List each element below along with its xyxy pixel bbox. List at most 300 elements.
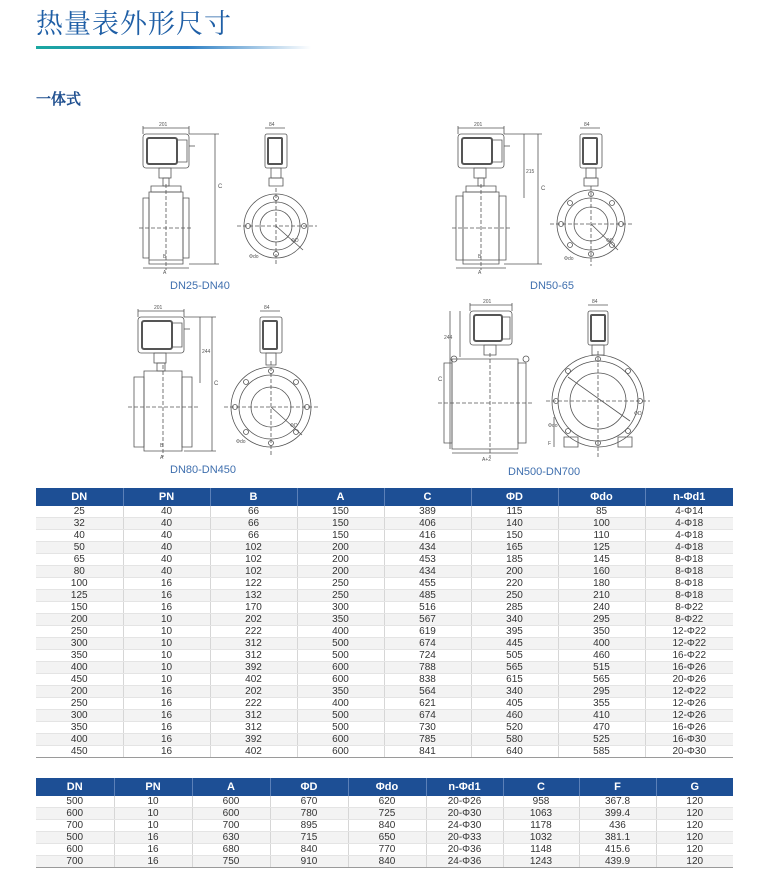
- table-cell: 222: [210, 698, 297, 710]
- column-header: G: [656, 778, 733, 796]
- column-header: DN: [36, 778, 114, 796]
- table-row: [36, 554, 733, 566]
- table-cell: 525: [558, 734, 645, 746]
- drawing-dn80-dn450: [120, 303, 330, 463]
- table-cell: 65: [36, 554, 123, 566]
- table-cell: 680: [192, 844, 270, 856]
- table-cell: 400: [297, 626, 384, 638]
- table-cell: 10: [123, 674, 210, 686]
- table-cell: 150: [36, 602, 123, 614]
- table-cell: 20-Φ26: [645, 674, 733, 686]
- table-cell: 10: [114, 796, 192, 808]
- spec-table-dn25-dn450: [36, 488, 733, 758]
- table-header-row: [36, 488, 733, 506]
- table-cell: 620: [348, 796, 426, 808]
- table-cell: 455: [384, 578, 471, 590]
- spec-table-dn500-dn700: [36, 778, 733, 868]
- table-cell: 910: [270, 856, 348, 868]
- table-cell: 670: [270, 796, 348, 808]
- end-view: [224, 311, 320, 457]
- column-header: C: [503, 778, 579, 796]
- column-header: n-Φd1: [426, 778, 503, 796]
- dim-phi-do: Φdo: [564, 256, 574, 262]
- table-row: [36, 602, 733, 614]
- table-cell: 200: [297, 542, 384, 554]
- dim-height: 244: [202, 349, 211, 355]
- table-cell: 445: [471, 638, 558, 650]
- table-cell: 399.4: [579, 808, 656, 820]
- table-cell: 12-Φ26: [645, 710, 733, 722]
- table-cell: 40: [123, 542, 210, 554]
- table-cell: 4-Φ14: [645, 506, 733, 518]
- table-cell: 640: [471, 746, 558, 758]
- table-cell: 621: [384, 698, 471, 710]
- table-cell: 16: [114, 844, 192, 856]
- table-row: [36, 590, 733, 602]
- dim-a: A+2: [482, 457, 492, 463]
- table-cell: 202: [210, 686, 297, 698]
- table-cell: 770: [348, 844, 426, 856]
- table-cell: 841: [384, 746, 471, 758]
- dim-width: 201: [159, 122, 168, 128]
- dim-phi-do: Φdo: [249, 254, 259, 260]
- dim-c: C: [438, 377, 443, 383]
- table-cell: 500: [297, 710, 384, 722]
- dim-width: 201: [154, 305, 163, 311]
- table-cell: 12-Φ22: [645, 626, 733, 638]
- dim-b: B: [160, 443, 164, 449]
- dim-phi-d: ΦD: [634, 411, 642, 417]
- table-cell: 585: [558, 746, 645, 758]
- table-row: [36, 686, 733, 698]
- table-cell: 16: [114, 832, 192, 844]
- table-cell: 389: [384, 506, 471, 518]
- table-cell: 16: [123, 722, 210, 734]
- table-cell: 340: [471, 614, 558, 626]
- table-cell: 8-Φ18: [645, 554, 733, 566]
- table-cell: 439.9: [579, 856, 656, 868]
- table-cell: 200: [297, 554, 384, 566]
- table-cell: 16: [123, 710, 210, 722]
- table-cell: 125: [558, 542, 645, 554]
- table-row: [36, 832, 733, 844]
- table-cell: 220: [471, 578, 558, 590]
- column-header: n-Φd1: [645, 488, 733, 506]
- table-cell: 40: [123, 506, 210, 518]
- table-cell: 50: [36, 542, 123, 554]
- dim-phi-d: ΦD: [291, 238, 299, 244]
- table-row: [36, 722, 733, 734]
- table-cell: 674: [384, 638, 471, 650]
- column-header: F: [579, 778, 656, 796]
- table-cell: 406: [384, 518, 471, 530]
- table-cell: 16-Φ26: [645, 662, 733, 674]
- dim-c: C: [218, 184, 223, 190]
- drawing-dn25-dn40: [125, 118, 325, 278]
- table-cell: 367.8: [579, 796, 656, 808]
- caption-dn25-dn40: DN25-DN40: [170, 280, 230, 292]
- table-cell: 120: [656, 808, 733, 820]
- table-cell: 630: [192, 832, 270, 844]
- table-cell: 350: [36, 650, 123, 662]
- dim-a: A: [163, 270, 167, 276]
- table-cell: 840: [348, 856, 426, 868]
- table-row: [36, 614, 733, 626]
- table-cell: 1032: [503, 832, 579, 844]
- table-cell: 312: [210, 710, 297, 722]
- table-cell: 381.1: [579, 832, 656, 844]
- table-row: [36, 578, 733, 590]
- table-cell: 410: [558, 710, 645, 722]
- table-row: [36, 856, 733, 868]
- side-view: [128, 309, 216, 457]
- dim-phi-d: ΦD: [606, 238, 614, 244]
- table-cell: 600: [36, 844, 114, 856]
- dim-width: 201: [483, 299, 492, 305]
- table-cell: 16: [123, 602, 210, 614]
- section-title: 一体式: [36, 90, 82, 108]
- table-cell: 788: [384, 662, 471, 674]
- table-cell: 40: [123, 554, 210, 566]
- table-cell: 210: [558, 590, 645, 602]
- table-cell: 200: [36, 614, 123, 626]
- table-cell: 4-Φ18: [645, 518, 733, 530]
- table-cell: 102: [210, 566, 297, 578]
- table-cell: 725: [348, 808, 426, 820]
- table-cell: 724: [384, 650, 471, 662]
- table-cell: 16: [123, 746, 210, 758]
- dim-depth: 84: [269, 122, 275, 128]
- dim-f: F: [548, 441, 552, 447]
- table-cell: 392: [210, 734, 297, 746]
- dim-c: C: [214, 381, 219, 387]
- table-cell: 165: [471, 542, 558, 554]
- dim-phi-d: ΦD: [290, 423, 298, 429]
- column-header: ΦD: [270, 778, 348, 796]
- table-cell: 102: [210, 554, 297, 566]
- table-cell: 516: [384, 602, 471, 614]
- table-cell: 500: [297, 650, 384, 662]
- table-cell: 400: [558, 638, 645, 650]
- table-cell: 8-Φ18: [645, 590, 733, 602]
- table-cell: 24-Φ36: [426, 856, 503, 868]
- table-cell: 505: [471, 650, 558, 662]
- table-cell: 460: [558, 650, 645, 662]
- table-cell: 1243: [503, 856, 579, 868]
- table-cell: 20-Φ30: [426, 808, 503, 820]
- table-cell: 600: [297, 674, 384, 686]
- dim-b: B: [478, 254, 482, 260]
- table-cell: 25: [36, 506, 123, 518]
- table-cell: 780: [270, 808, 348, 820]
- table-cell: 20-Φ26: [426, 796, 503, 808]
- table-cell: 120: [656, 796, 733, 808]
- table-cell: 395: [471, 626, 558, 638]
- table-cell: 416: [384, 530, 471, 542]
- table-cell: 600: [192, 808, 270, 820]
- table-cell: 436: [579, 820, 656, 832]
- column-header: DN: [36, 488, 123, 506]
- table-cell: 520: [471, 722, 558, 734]
- table-cell: 485: [384, 590, 471, 602]
- table-cell: 674: [384, 710, 471, 722]
- table-cell: 16-Φ26: [645, 722, 733, 734]
- table-cell: 300: [297, 602, 384, 614]
- table-cell: 110: [558, 530, 645, 542]
- table-cell: 16: [123, 734, 210, 746]
- table-cell: 122: [210, 578, 297, 590]
- table-cell: 450: [36, 746, 123, 758]
- table-cell: 150: [471, 530, 558, 542]
- table-cell: 12-Φ26: [645, 698, 733, 710]
- table-cell: 20-Φ33: [426, 832, 503, 844]
- table-cell: 10: [123, 662, 210, 674]
- table-cell: 1148: [503, 844, 579, 856]
- table-cell: 650: [348, 832, 426, 844]
- column-header: A: [297, 488, 384, 506]
- table-row: [36, 808, 733, 820]
- table-cell: 150: [297, 506, 384, 518]
- table-cell: 16: [114, 856, 192, 868]
- table-cell: 250: [297, 578, 384, 590]
- table-row: [36, 674, 733, 686]
- table-cell: 580: [471, 734, 558, 746]
- table-row: [36, 566, 733, 578]
- column-header: B: [210, 488, 297, 506]
- table-cell: 16: [123, 578, 210, 590]
- table-cell: 295: [558, 614, 645, 626]
- table-cell: 600: [297, 734, 384, 746]
- table-cell: 120: [656, 832, 733, 844]
- side-view: [438, 303, 534, 457]
- dim-width: 201: [474, 122, 483, 128]
- table-cell: 4-Φ18: [645, 530, 733, 542]
- table-row: [36, 506, 733, 518]
- caption-dn50-65: DN50-65: [530, 280, 575, 292]
- table-cell: 515: [558, 662, 645, 674]
- table-cell: 350: [558, 626, 645, 638]
- table-cell: 300: [36, 710, 123, 722]
- table-cell: 250: [297, 590, 384, 602]
- table-cell: 202: [210, 614, 297, 626]
- table-cell: 312: [210, 722, 297, 734]
- table-cell: 700: [36, 820, 114, 832]
- table-cell: 715: [270, 832, 348, 844]
- table-cell: 66: [210, 506, 297, 518]
- side-view: [139, 126, 219, 270]
- dim-depth: 84: [592, 299, 598, 305]
- table-cell: 600: [297, 662, 384, 674]
- table-row: [36, 796, 733, 808]
- table-cell: 8-Φ18: [645, 578, 733, 590]
- table-row: [36, 662, 733, 674]
- table-cell: 120: [656, 856, 733, 868]
- table-cell: 453: [384, 554, 471, 566]
- end-view: [237, 128, 317, 266]
- table-row: [36, 844, 733, 856]
- table-cell: 340: [471, 686, 558, 698]
- table-cell: 840: [270, 844, 348, 856]
- dim-phi-do: Φdo: [236, 439, 246, 445]
- table-cell: 10: [114, 820, 192, 832]
- table-cell: 12-Φ22: [645, 638, 733, 650]
- table-cell: 120: [656, 844, 733, 856]
- table-cell: 222: [210, 626, 297, 638]
- table-cell: 400: [36, 662, 123, 674]
- table-cell: 10: [123, 650, 210, 662]
- table-cell: 8-Φ22: [645, 602, 733, 614]
- column-header: Φdo: [558, 488, 645, 506]
- table-cell: 615: [471, 674, 558, 686]
- table-header-row: [36, 778, 733, 796]
- table-cell: 160: [558, 566, 645, 578]
- dim-a: A: [160, 455, 164, 461]
- table-cell: 40: [123, 518, 210, 530]
- table-cell: 350: [36, 722, 123, 734]
- table-cell: 66: [210, 518, 297, 530]
- table-cell: 470: [558, 722, 645, 734]
- table-cell: 402: [210, 746, 297, 758]
- table-cell: 285: [471, 602, 558, 614]
- table-cell: 24-Φ30: [426, 820, 503, 832]
- table-row: [36, 698, 733, 710]
- table-cell: 20-Φ36: [426, 844, 503, 856]
- table-cell: 16: [123, 698, 210, 710]
- table-cell: 500: [36, 796, 114, 808]
- table-cell: 405: [471, 698, 558, 710]
- title-underline: [36, 46, 311, 49]
- dim-a: A: [478, 270, 482, 276]
- table-cell: 40: [36, 530, 123, 542]
- table-cell: 132: [210, 590, 297, 602]
- table-cell: 170: [210, 602, 297, 614]
- table-cell: 895: [270, 820, 348, 832]
- table-cell: 66: [210, 530, 297, 542]
- table-cell: 400: [297, 698, 384, 710]
- table-cell: 564: [384, 686, 471, 698]
- table-cell: 10: [123, 638, 210, 650]
- table-cell: 102: [210, 542, 297, 554]
- table-row: [36, 638, 733, 650]
- table-cell: 16-Φ30: [645, 734, 733, 746]
- table-cell: 140: [471, 518, 558, 530]
- table-cell: 312: [210, 650, 297, 662]
- table-cell: 120: [656, 820, 733, 832]
- table-cell: 840: [348, 820, 426, 832]
- caption-dn500-dn700: DN500-DN700: [508, 466, 581, 478]
- table-cell: 838: [384, 674, 471, 686]
- column-header: A: [192, 778, 270, 796]
- dim-b: B: [163, 254, 167, 260]
- table-row: [36, 626, 733, 638]
- table-cell: 20-Φ30: [645, 746, 733, 758]
- dim-height: 215: [526, 169, 535, 175]
- table-row: [36, 746, 733, 758]
- table-cell: 785: [384, 734, 471, 746]
- table-cell: 350: [297, 686, 384, 698]
- table-cell: 250: [471, 590, 558, 602]
- table-cell: 700: [192, 820, 270, 832]
- table-cell: 185: [471, 554, 558, 566]
- table-cell: 40: [123, 566, 210, 578]
- table-cell: 16-Φ22: [645, 650, 733, 662]
- table-cell: 295: [558, 686, 645, 698]
- column-header: ΦD: [471, 488, 558, 506]
- table-cell: 200: [297, 566, 384, 578]
- table-cell: 16: [123, 686, 210, 698]
- dim-depth: 84: [584, 122, 590, 128]
- drawing-dn500-dn700: [430, 297, 660, 465]
- dim-depth: 84: [264, 305, 270, 311]
- table-row: [36, 650, 733, 662]
- table-cell: 567: [384, 614, 471, 626]
- table-cell: 8-Φ22: [645, 614, 733, 626]
- table-cell: 40: [123, 530, 210, 542]
- table-cell: 16: [123, 590, 210, 602]
- table-cell: 434: [384, 566, 471, 578]
- dim-height: 244: [444, 335, 453, 341]
- table-cell: 250: [36, 626, 123, 638]
- table-cell: 958: [503, 796, 579, 808]
- table-cell: 125: [36, 590, 123, 602]
- table-cell: 600: [192, 796, 270, 808]
- table-cell: 200: [471, 566, 558, 578]
- table-row: [36, 530, 733, 542]
- drawing-dn50-65: [440, 118, 640, 278]
- table-row: [36, 710, 733, 722]
- table-cell: 730: [384, 722, 471, 734]
- end-view: [550, 128, 632, 266]
- table-cell: 460: [471, 710, 558, 722]
- table-cell: 500: [36, 832, 114, 844]
- column-header: PN: [123, 488, 210, 506]
- table-cell: 1178: [503, 820, 579, 832]
- table-cell: 250: [36, 698, 123, 710]
- table-cell: 32: [36, 518, 123, 530]
- table-cell: 600: [36, 808, 114, 820]
- dim-phi-do: Φdo: [548, 423, 558, 429]
- table-cell: 10: [114, 808, 192, 820]
- column-header: PN: [114, 778, 192, 796]
- table-cell: 415.6: [579, 844, 656, 856]
- table-cell: 565: [558, 674, 645, 686]
- table-cell: 400: [36, 734, 123, 746]
- table-cell: 150: [297, 518, 384, 530]
- table-cell: 619: [384, 626, 471, 638]
- table-cell: 312: [210, 638, 297, 650]
- table-cell: 100: [558, 518, 645, 530]
- table-cell: 350: [297, 614, 384, 626]
- table-row: [36, 734, 733, 746]
- table-cell: 1063: [503, 808, 579, 820]
- end-view: [546, 305, 650, 457]
- caption-dn80-dn450: DN80-DN450: [170, 464, 237, 476]
- column-header: Φdo: [348, 778, 426, 796]
- side-view: [452, 126, 542, 270]
- table-row: [36, 820, 733, 832]
- table-cell: 450: [36, 674, 123, 686]
- table-cell: 355: [558, 698, 645, 710]
- table-cell: 10: [123, 626, 210, 638]
- table-cell: 300: [36, 638, 123, 650]
- table-cell: 402: [210, 674, 297, 686]
- table-cell: 600: [297, 746, 384, 758]
- table-cell: 434: [384, 542, 471, 554]
- table-cell: 565: [471, 662, 558, 674]
- table-row: [36, 542, 733, 554]
- table-cell: 500: [297, 722, 384, 734]
- table-cell: 8-Φ18: [645, 566, 733, 578]
